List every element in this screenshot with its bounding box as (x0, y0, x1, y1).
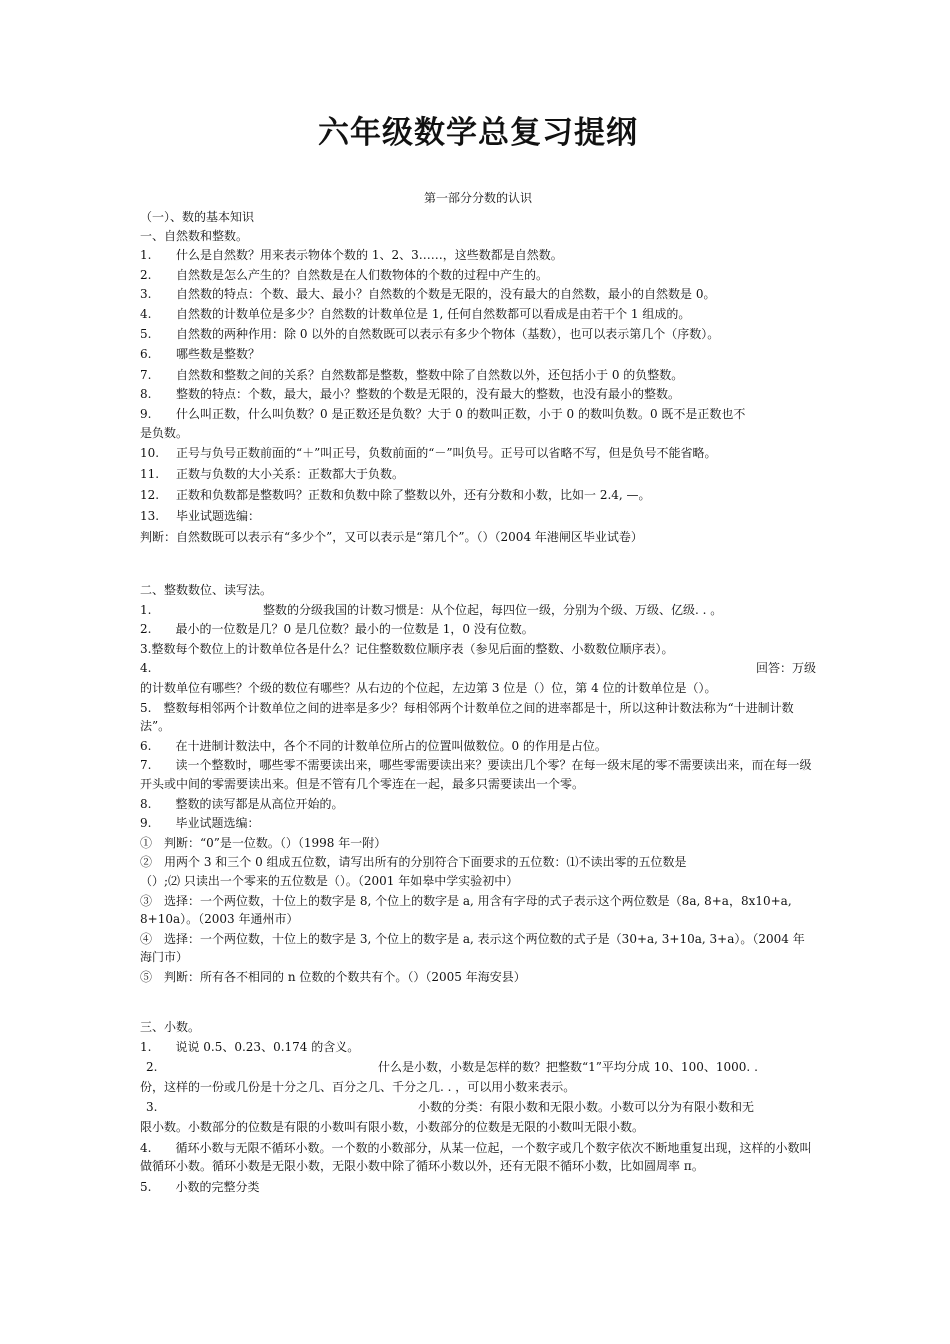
exam-question-continuation: （）;⑵ 只读出一个零来的五位数是（）。（2001 年如皋中学实验初中） (140, 873, 519, 888)
list-item: 1. 整数的分级我国的计数习惯是：从个位起，每四位一级，分别为个级、万级、亿级. . 。 (140, 602, 723, 617)
list-item: 4. 回答：万级 (140, 661, 816, 676)
section-a-heading: （一）、数的基本知识 (140, 210, 255, 224)
section-two (140, 581, 816, 986)
list-item-continuation: 限小数。小数部分的位数是有限的小数叫有限小数，小数部分的位数是无限的小数叫无限小数。 (140, 1119, 645, 1134)
list-item: 1. 什么是自然数？用来表示物体个数的 1、2、3……，这些数都是自然数。 (140, 248, 563, 263)
list-item: 8. 整数的读写都是从高位开始的。 (140, 796, 344, 811)
list-item: 5. 整数每相邻两个计数单位之间的进率是多少？每相邻两个计数单位之间的进率都是十，所以这种计数法称为“十进制计数法”。 (140, 700, 794, 734)
part-title: 第一部分分数的认识 (423, 191, 532, 205)
list-item: 9. 什么叫正数，什么叫负数？0 是正数还是负数？大于 0 的数叫正数，小于 0 的数叫负数。0 既不是正数也不 (140, 406, 746, 421)
list-item: 13. 毕业试题选编： (140, 508, 261, 523)
list-item: 12. 正数和负数都是整数吗？正数和负数中除了整数以外，还有分数和小数，比如一 2.4, —。 (140, 488, 651, 503)
exam-question: 判断：自然数既可以表示有“多少个”，又可以表示是“第几个”。（）（2004 年港闸区毕业试卷） (140, 529, 643, 544)
heading-integer-places: 二、整数数位、读写法。 (140, 583, 273, 597)
exam-question: ② 用两个 3 和三个 0 组成五位数，请写出所有的分别符合下面要求的五位数：⑴不读出零的五位数是 (140, 855, 687, 870)
list-item-continuation: 的计数单位有哪些？个级的数位有哪些？从右边的个位起，左边第 3 位是（）位，第 4 位的计数单位是（）。 (140, 680, 717, 695)
list-item: 11. 正数与负数的大小关系：正数都大于负数。 (140, 466, 405, 481)
exam-question: ④ 选择：一个两位数，十位上的数字是 3, 个位上的数字是 a, 表示这个两位数的式子是（30+a, 3+10a, 3+a）。（2004 年海门市） (140, 931, 805, 965)
list-item: 2. 自然数是怎么产生的？自然数是在人们数物体的个数的过程中产生的。 (140, 267, 549, 282)
exam-question: ③ 选择：一个两位数，十位上的数字是 8, 个位上的数字是 a, 用含有字母的式子表示这个两位数是（8a, 8+a，8x10+a, 8+10a）。（2003 年通州市） (140, 893, 792, 927)
list-item: 2. 最小的一位数是几？0 是几位数？最小的一位数是 1，0 没有位数。 (140, 622, 534, 637)
list-item: 3.整数每个数位上的计数单位各是什么？记住整数数位顺序表（参见后面的整数、小数数位顺序表）。 (140, 641, 674, 656)
list-item: 5. 小数的完整分类 (140, 1179, 260, 1194)
list-item: 4. 自然数的计数单位是多少？自然数的计数单位是 1, 任何自然数都可以看成是由若干个 1 组成的。 (140, 306, 691, 321)
list-item: 3. 小数的分类：有限小数和无限小数。小数可以分为有限小数和无 (146, 1100, 755, 1115)
list-item-continuation: 份，这样的一份或几份是十分之几、百分之几、千分之几. . ，可以用小数来表示。 (140, 1079, 576, 1094)
list-item: 4. 循环小数与无限不循环小数。一个数的小数部分，从某一位起，一个数字或几个数字依次不断地重复出现，这样的小数叫做循环小数。循环小数是无限小数，无限小数中除了循环小数以外，还有无限不循环小数，比如圆周率 п。 (140, 1140, 812, 1174)
list-item: 3. 自然数的特点：个数、最大、最小？自然数的个数是无限的，没有最大的自然数，最小的自然数是 0。 (140, 287, 716, 302)
heading-decimals: 三、小数。 (140, 1020, 201, 1034)
list-item-continuation: 是负数。 (140, 425, 189, 440)
list-item: 7. 读一个整数时，哪些零不需要读出来，哪些零需要读出来？要读出几个零？在每一级末尾的零不需要读出来，而在每一级开头或中间的零需要读出来。但是不管有几个零连在一起，最多只需要读出一个零。 (140, 758, 812, 791)
document-title: 六年级数学总复习提纲 (318, 115, 638, 151)
list-item: 1. 说说 0.5、0.23、0.174 的含义。 (140, 1039, 360, 1054)
section-one (140, 208, 816, 546)
list-item: 2. 什么是小数，小数是怎样的数？把整数“1”平均分成 10、100、1000. . (146, 1060, 758, 1075)
list-item: 8. 整数的特点：个数，最大，最小？整数的个数是无限的，没有最大的整数，也没有最小的整数。 (140, 387, 681, 402)
list-item: 5. 自然数的两种作用：除 0 以外的自然数既可以表示有多少个物体（基数），也可以表示第几个（序数）。 (140, 326, 720, 341)
list-item: 6. 在十进制计数法中，各个不同的计数单位所占的位置叫做数位。0 的作用是占位。 (140, 738, 607, 753)
exam-question: ⑤ 判断：所有各不相同的 n 位数的个数共有个。（）（2005 年海安县） (140, 969, 526, 984)
list-item: 7. 自然数和整数之间的关系？自然数都是整数，整数中除了自然数以外，还包括小于 0 的负整数。 (140, 367, 684, 382)
list-item: 9. 毕业试题选编： (140, 816, 260, 831)
section-three (140, 1018, 816, 1196)
exam-question: ① 判断：“0”是一位数。（）（1998 年一附） (140, 835, 387, 850)
list-item: 10. 正号与负号正数前面的“＋”叫正号，负数前面的“－”叫负号。正号可以省略不写，但是负号不能省略。 (140, 446, 717, 461)
heading-natural-numbers: 一、自然数和整数。 (140, 228, 249, 243)
list-item: 6. 哪些数是整数？ (140, 347, 261, 362)
